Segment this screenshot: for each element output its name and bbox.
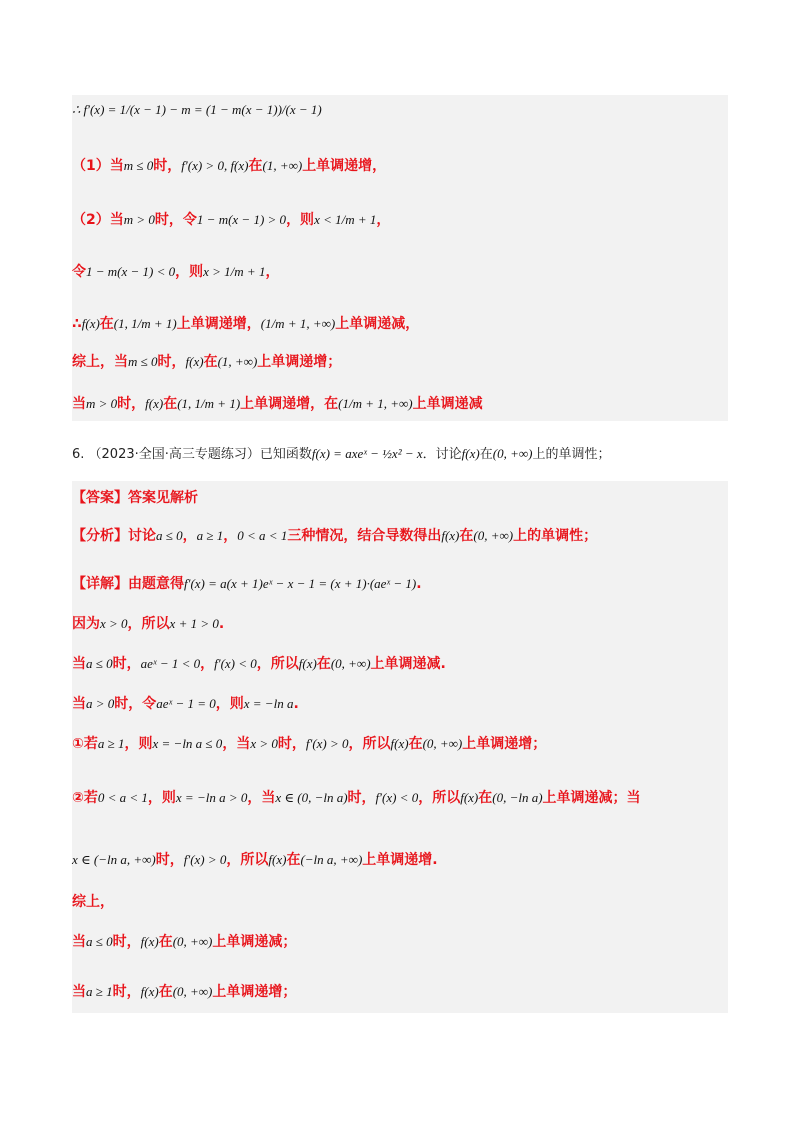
formula: f(x) [145,396,164,411]
text: 当 [72,396,86,412]
conclusion-line-2 [72,982,296,1002]
formula: aeˣ − 1 = 0 [156,696,216,711]
text: 上单调递增； [212,984,297,1000]
text: . [218,616,225,632]
text: （2）当 [72,212,124,228]
case-a-positive [72,694,299,714]
text: （1）当 [72,158,124,174]
text: 时， [112,934,141,950]
formula: f(x) [298,656,317,671]
text: 当 [72,984,86,1000]
formula: 1 − m(x − 1) < 0 [86,264,176,279]
formula: m > 0 [86,396,118,411]
formula: (1, 1/m + 1) [177,396,241,411]
text: 时， [112,984,141,1000]
text: ，所以 [127,616,170,632]
text: ，则 [175,264,204,280]
formula: f′(x) > 0 [183,852,227,867]
formula: x > 0 [250,736,278,751]
formula: x = −ln a [243,696,294,711]
formula: m > 0 [123,212,155,227]
question-6 [72,444,610,465]
conclusion-line-1 [72,932,296,952]
text: 综上， [72,894,114,910]
text: ， [200,656,215,672]
text: 上单调递增； [257,354,342,370]
text: ， [223,528,238,544]
text: 时， [112,656,141,672]
text: 时， [117,396,146,412]
formula: f(x) [460,790,479,805]
text: 上单调递增， [176,316,261,332]
text: 时， [277,736,306,752]
formula: f′(x) < 0 [375,790,419,805]
text: 上单调递增，在 [240,396,339,412]
text: 【分析】讨论 [72,528,156,544]
formula: (0, −ln a) [492,790,543,805]
text: 在 [459,528,474,544]
text: 时， [153,158,182,174]
text: 上单调递增. [362,852,438,868]
text: 当 [72,696,86,712]
subcase-1 [72,734,546,754]
text: 综上，当 [72,354,128,370]
case-1-line [72,156,386,176]
formula: f(x) [140,984,159,999]
formula: (0, +∞) [172,934,213,949]
text: ，当 [222,736,251,752]
formula: f(x) [81,316,100,331]
text: ， [182,528,197,544]
text: 时， [347,790,376,806]
derivative-line [72,100,322,120]
text: 上单调递减， [335,316,420,332]
answer-text: 【答案】答案见解析 [72,490,198,506]
text: ， [376,212,391,228]
text: 在 [163,396,178,412]
text: 在 [408,736,423,752]
formula: a ≤ 0 [86,934,113,949]
text: 在 [158,934,173,950]
formula: (0, +∞) [492,446,533,461]
text: 时，令 [154,212,197,228]
formula: f(x) [140,934,159,949]
because-line [72,614,224,634]
formula: f(x) [268,852,287,867]
text: 时， [157,354,186,370]
formula: (0, +∞) [330,656,371,671]
text: ，则 [215,696,244,712]
formula: 0 < a < 1 [97,790,148,805]
formula: f(x) [441,528,460,543]
solution-panel-1 [72,95,728,421]
formula: f′(x) > 0, f(x) [181,158,249,173]
formula: a > 0 [86,696,115,711]
text: 上单调递减. [370,656,446,672]
text: 令 [72,264,86,280]
text: 在 [99,316,114,332]
formula: f(x) [390,736,409,751]
formula: x = −ln a > 0 [175,790,248,805]
text: 当 [72,656,86,672]
formula: aeˣ − 1 < 0 [140,656,201,671]
detail-line [72,574,422,594]
case-2-line [72,210,390,230]
formula: f′(x) < 0 [214,656,257,671]
text: ，则 [147,790,176,806]
text: ②若 [72,790,98,806]
formula: a ≤ 0 [86,656,113,671]
question-text: 6. （2023·全国·高三专题练习）已知函数 [72,447,312,462]
text: ， [265,264,280,280]
formula: a ≥ 1 [196,528,224,543]
text: 时，令 [114,696,157,712]
text: 上的单调性； [513,528,598,544]
subcase-2-continued [72,850,438,870]
formula: f(x) = axeˣ − ½x² − x [311,446,423,461]
text: 【详解】由题意得 [72,576,184,592]
formula: x ∈ (−ln a, +∞) [72,852,156,867]
formula: (0, +∞) [172,984,213,999]
monotonic-line [72,314,419,334]
formula: (1/m + 1, +∞) [260,316,336,331]
formula: (1, 1/m + 1) [113,316,177,331]
formula: x > 0 [100,616,128,631]
summary-line-2 [72,394,483,414]
text: ，则 [286,212,315,228]
text: 三种情况，结合导数得出 [287,528,442,544]
formula: 0 < a < 1 [237,528,288,543]
formula: x ∈ (0, −ln a) [275,790,348,805]
formula: m ≤ 0 [123,158,154,173]
text: 上单调递减；当 [542,790,641,806]
formula: a ≤ 0 [156,528,183,543]
formula: x + 1 > 0 [169,616,219,631]
text: ①若 [72,736,98,752]
text: 在 [479,447,493,462]
formula: f′(x) = a(x + 1)eˣ − x − 1 = (x + 1)·(aeˣ − 1) [184,576,417,591]
text: 上的单调性； [532,447,611,462]
answer-line [72,488,198,508]
formula: (0, +∞) [422,736,463,751]
formula: x < 1/m + 1 [314,212,377,227]
text: . [293,696,299,712]
text: ，所以 [348,736,391,752]
text: ∴ [72,316,82,332]
case-2b-line [72,262,279,282]
formula: f(x) [461,446,480,461]
text: ，所以 [256,656,299,672]
text: . [416,576,422,592]
text: 上单调递增； [462,736,547,752]
text: 时， [155,852,184,868]
text: 因为 [72,616,100,632]
text: 在 [248,158,263,174]
formula: (1, +∞) [217,354,258,369]
formula: m ≤ 0 [128,354,158,369]
formula: a ≥ 1 [97,736,125,751]
formula: (0, +∞) [473,528,514,543]
formula: x > 1/m + 1 [203,264,266,279]
case-a-nonpositive [72,654,446,674]
text: ，所以 [418,790,461,806]
text: 在 [203,354,218,370]
text: 在 [316,656,331,672]
formula: (1/m + 1, +∞) [338,396,413,411]
formula: f(x) [185,354,204,369]
conclusion-heading [72,892,114,912]
formula: x = −ln a ≤ 0 [152,736,223,751]
analysis-line [72,526,597,546]
text: ，所以 [226,852,269,868]
formula: a ≥ 1 [86,984,113,999]
formula: (1, +∞) [262,158,303,173]
text: ．讨论 [422,447,462,462]
text: ，则 [124,736,153,752]
subcase-2 [72,788,641,808]
text: ，当 [247,790,276,806]
summary-line-1 [72,352,341,372]
text: 当 [72,934,86,950]
formula: ∴ f′(x) = 1/(x − 1) − m = (1 − m(x − 1))/(x − 1) [72,102,322,117]
formula: (−ln a, +∞) [300,852,363,867]
formula: f′(x) > 0 [305,736,349,751]
text: 在 [478,790,493,806]
text: 上单调递减； [212,934,297,950]
text: 上单调递增， [302,158,387,174]
text: 上单调递减 [412,396,483,412]
text: 在 [286,852,301,868]
formula: 1 − m(x − 1) > 0 [196,212,287,227]
text: 在 [158,984,173,1000]
